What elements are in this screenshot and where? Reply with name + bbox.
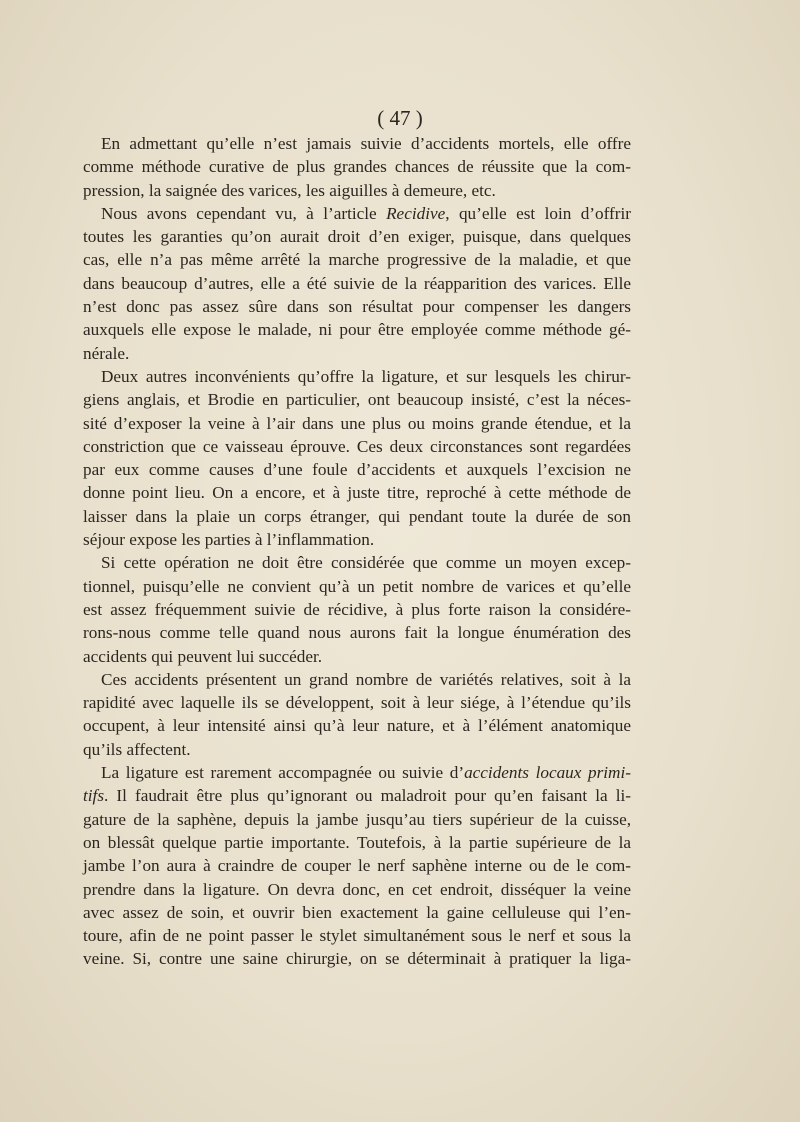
text-line: n’est donc pas assez sûre dans son résultat pour compenser les dangers [83, 297, 631, 317]
text-line: En admettant qu’elle n’est jamais suivie d’accidents mortels, elle offre [101, 134, 631, 153]
text-line: rapidité avec laquelle ils se développent, soit à leur siége, à l’étendue qu’ils [83, 693, 631, 713]
text-line: par eux comme causes d’une foule d’accidents et auxquels l’excision ne [83, 460, 631, 480]
text-line: toure, afin de ne point passer le stylet simultanément sous le nerf et sous la [83, 926, 631, 946]
text-line: cas, elle n’a pas même arrêté la marche progressive de la maladie, et que [83, 250, 631, 270]
body-text [83, 132, 631, 971]
text-line: pression, la saignée des varices, les aiguilles à demeure, etc. [83, 180, 496, 200]
text-line: gature de la saphène, depuis la jambe jusqu’au tiers supérieur de la cuisse, [83, 809, 631, 829]
text-line: séjour expose les parties à l’inflammation. [83, 530, 375, 550]
paragraph [83, 132, 631, 202]
text-line: tifs. Il faudrait être plus qu’ignorant ou maladroit pour qu’en faisant la li- [83, 786, 631, 806]
text-line: toutes les garanties qu’on aurait droit d’en exiger, puisque, dans quelques [83, 227, 631, 247]
paragraph [83, 668, 631, 761]
text-line: Nous avons cependant vu, à l’article Recidive, qu’elle est loin d’offrir [101, 203, 631, 223]
text-line: sité d’exposer la veine à l’air dans une plus ou moins grande étendue, et la [83, 413, 631, 433]
text-line: Deux autres inconvénients qu’offre la ligature, et sur lesquels les chirur- [101, 366, 631, 386]
text-line: constriction que ce vaisseau éprouve. Ces deux circonstances sont regardées [83, 436, 631, 456]
text-line: auxquels elle expose le malade, ni pour être employée comme méthode gé- [83, 320, 631, 340]
text-line: prendre dans la ligature. On devra donc, en cet endroit, disséquer la veine [83, 879, 631, 899]
text-line: La ligature est rarement accompagnée ou suivie d’accidents locaux primi- [101, 763, 631, 783]
text-line: giens anglais, et Brodie en particulier, ont beaucoup insisté, c’est la néces- [83, 390, 631, 410]
paragraph [83, 761, 631, 971]
text-line: accidents qui peuvent lui succéder. [83, 646, 323, 666]
text-line: avec assez de soin, et ouvrir bien exactement la gaine celluleuse qui l’en- [83, 902, 631, 922]
text-line: nérale. [83, 343, 130, 363]
text-line: qu’ils affectent. [83, 739, 191, 759]
text-line: Si cette opération ne doit être considérée que comme un moyen excep- [101, 553, 631, 573]
paragraph [83, 202, 631, 365]
text-line: donne point lieu. On a encore, et à juste titre, reproché à cette méthode de [83, 483, 631, 503]
text-line: veine. Si, contre une saine chirurgie, on se déterminait à pratiquer la liga- [83, 949, 631, 969]
text-line: on blessât quelque partie importante. Toutefois, à la partie supérieure de la [83, 832, 631, 852]
paragraph [83, 365, 631, 551]
page-number: ( 47 ) [377, 106, 423, 130]
text-line: tionnel, puisqu’elle ne convient qu’à un petit nombre de varices et qu’elle [83, 576, 631, 596]
text-line: rons-nous comme telle quand nous aurons fait la longue énumération des [83, 623, 631, 643]
text-line: comme méthode curative de plus grandes chances de réussite que la com- [83, 157, 631, 177]
text-line: occupent, à leur intensité ainsi qu’à leur nature, et à l’élément anatomique [83, 716, 631, 736]
text-line: jambe l’on aura à craindre de couper le nerf saphène interne ou de le com- [83, 856, 631, 876]
text-line: est assez fréquemment suivie de récidive, à plus forte raison la considére- [83, 599, 631, 619]
paragraph [83, 551, 631, 667]
text-line: laisser dans la plaie un corps étranger, qui pendant toute la durée de son [83, 506, 631, 526]
text-line: Ces accidents présentent un grand nombre de variétés relatives, soit à la [101, 669, 631, 689]
text-line: dans beaucoup d’autres, elle a été suivie de la réapparition des varices. Elle [83, 273, 631, 293]
